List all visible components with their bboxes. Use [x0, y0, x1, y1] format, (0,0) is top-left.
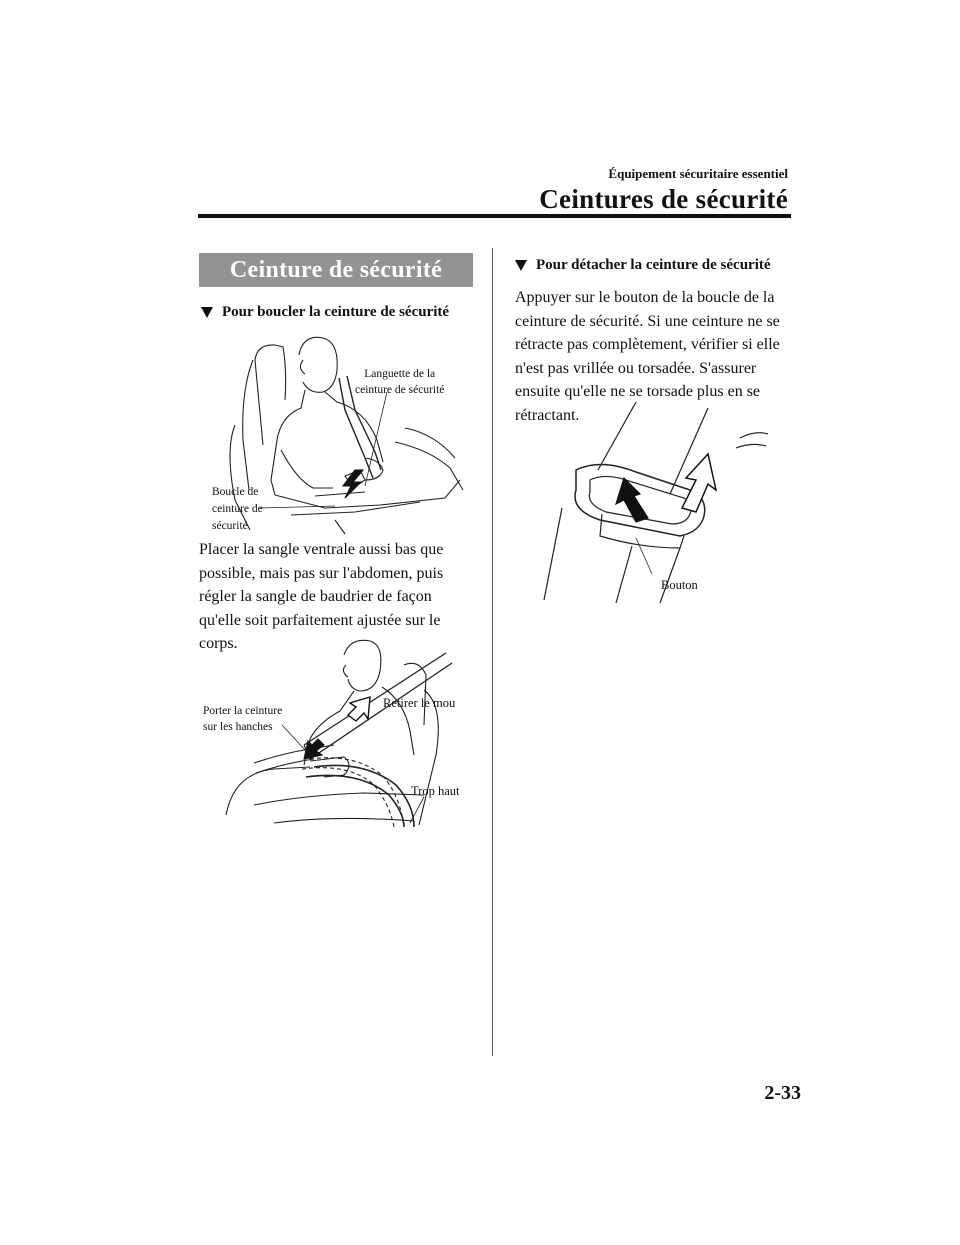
- triangle-bullet-icon: [201, 307, 213, 318]
- buckle-label: Boucle de ceinture de sécurité: [212, 486, 263, 532]
- unfasten-heading: [515, 257, 771, 274]
- tongue-label: Languette de la ceinture de sécurité: [355, 368, 445, 396]
- header-title: Ceintures de sécurité: [539, 184, 788, 214]
- fasten-heading: [201, 304, 449, 321]
- section-banner: Ceinture de sécurité: [199, 253, 473, 287]
- release-buckle-illustration: [540, 398, 770, 603]
- header-section-name: Équipement sécuritaire essentiel: [608, 166, 788, 181]
- header-rule: [198, 214, 791, 218]
- fasten-heading-text: Pour boucler la ceinture de sécurité: [222, 304, 450, 320]
- button-label: Bouton: [661, 578, 698, 592]
- hips-label: Porter la ceinture sur les hanches: [203, 705, 283, 733]
- unfasten-paragraph: Appuyer sur le bouton de la boucle de la ceinture de sécurité. Si une ceinture ne se rétracte pas complètement, vérifier si elle n'est pas vrillée ou torsadée. S'assurer ensuite qu'elle ne se torsade plus en se rétractant.: [515, 289, 780, 424]
- triangle-bullet-icon: [515, 260, 527, 271]
- page-number: 2-33: [764, 1082, 801, 1104]
- too-high-label: Trop haut: [411, 784, 460, 798]
- unfasten-heading-text: Pour détacher la ceinture de sécurité: [536, 257, 771, 273]
- slack-label: Retirer le mou: [383, 696, 456, 710]
- column-divider: [492, 248, 493, 1056]
- fasten-paragraph: Placer la sangle ventrale aussi bas que possible, mais pas sur l'abdomen, puis régler la sangle de baudrier de façon qu'elle soit parfaitement ajustée sur le corps.: [199, 541, 444, 653]
